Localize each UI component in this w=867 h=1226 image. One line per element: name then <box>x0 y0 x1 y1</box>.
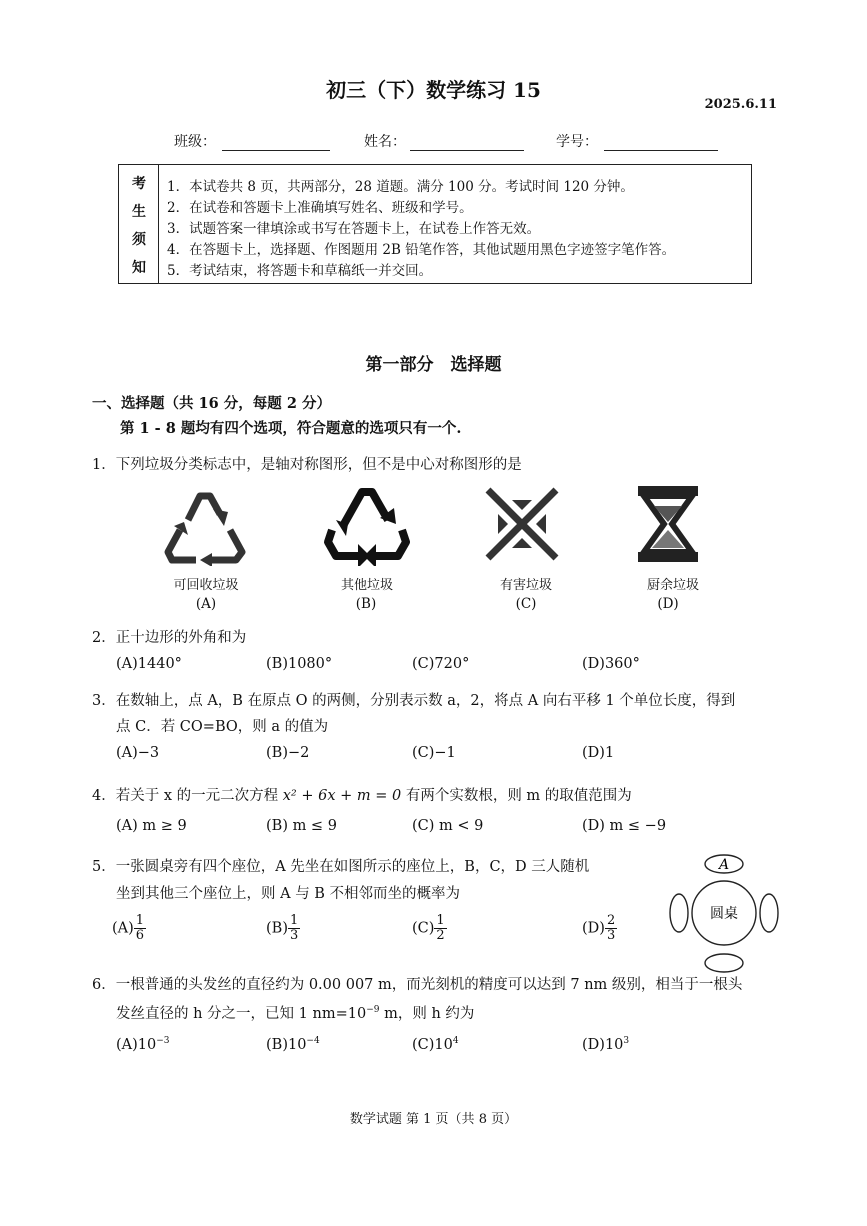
fraction <box>605 914 617 943</box>
q6-stem-line1: 6．一根普通的头发丝的直径约为 0.00 007 m，而光刻机的精度可以达到 7 nm 级别，相当于一根头 <box>92 977 743 993</box>
q1-caption: 厨余垃圾 <box>646 578 699 593</box>
q3-option-a[interactable]: (A)−3 <box>116 745 160 761</box>
q1-stem: 1．下列垃圾分类标志中，是轴对称图形，但不是中心对称图形的是 <box>92 457 522 473</box>
q6-stem-text: m，则 h 约为 <box>379 1006 475 1022</box>
fraction-numerator: 1 <box>289 913 299 928</box>
q6-option-d[interactable] <box>582 1036 629 1053</box>
q4-stem <box>92 784 632 805</box>
recyclable-icon <box>160 482 252 566</box>
fraction-numerator: 1 <box>436 913 445 928</box>
option-base: (D)10 <box>582 1036 624 1053</box>
q1-caption: 可回收垃圾 <box>173 578 239 593</box>
q2-option-d[interactable]: (D)360° <box>582 656 640 672</box>
table-label: 圆桌 <box>710 906 738 922</box>
q5-option-label: (B) <box>266 920 288 937</box>
student-id-label: 学号： <box>556 134 598 150</box>
q5-option-label: (C) <box>412 920 435 937</box>
notice-heading-char: 考 <box>132 176 146 192</box>
option-exponent: −3 <box>156 1036 170 1046</box>
other-waste-icon <box>322 480 412 566</box>
seat-right <box>760 894 778 932</box>
q2-stem: 2．正十边形的外角和为 <box>92 630 247 646</box>
fraction-denominator: 2 <box>436 928 445 943</box>
q2-option-a[interactable]: (A)1440° <box>116 656 182 672</box>
fraction-denominator: 3 <box>289 928 299 943</box>
q4-stem-post: 有两个实数根，则 m 的取值范围为 <box>401 788 632 804</box>
notice-item: 4．在答题卡上，选择题、作图题用 2B 铅笔作答，其他试题用黑色字迹签字笔作答。 <box>167 242 676 258</box>
part-title: 第一部分 选择题 <box>365 355 502 375</box>
fraction-denominator: 3 <box>606 928 616 943</box>
fraction <box>434 914 446 943</box>
seat-a-label: A <box>718 857 730 873</box>
q5-option-c[interactable] <box>412 914 447 943</box>
name-label: 姓名： <box>364 134 406 150</box>
q3-option-d[interactable]: (D)1 <box>582 745 615 761</box>
q6-option-b[interactable] <box>266 1036 320 1053</box>
q1-caption: 其他垃圾 <box>340 578 393 593</box>
q5-option-label: (A) <box>112 920 134 937</box>
q5-option-d[interactable] <box>582 914 617 943</box>
option-base: (B)10 <box>266 1036 307 1053</box>
q1-option-label[interactable]: (A) <box>195 596 217 612</box>
q5-option-a[interactable] <box>112 914 146 943</box>
q4-stem-pre: 4．若关于 x 的一元二次方程 <box>92 788 283 804</box>
q2-option-b[interactable]: (B)1080° <box>266 656 333 672</box>
round-table-figure <box>668 852 780 974</box>
fraction-denominator: 6 <box>135 928 145 943</box>
option-base: (A)10 <box>116 1036 157 1053</box>
q4-equation: x² + 6x + m = 0 <box>282 788 402 804</box>
section-note: 第 1 - 8 题均有四个选项，符合题意的选项只有一个. <box>120 420 462 437</box>
notice-item: 5．考试结束，将答题卡和草稿纸一并交回。 <box>167 263 433 279</box>
q5-stem-line2: 坐到其他三个座位上，则 A 与 B 不相邻而坐的概率为 <box>116 886 461 902</box>
q6-stem-exponent: −9 <box>366 1005 380 1016</box>
option-exponent: 3 <box>623 1036 630 1046</box>
fraction-numerator: 1 <box>135 913 145 928</box>
seat-left <box>670 894 688 932</box>
q1-caption: 有害垃圾 <box>499 578 552 593</box>
fraction <box>288 914 300 943</box>
q6-stem-text: 发丝直径的 h 分之一，已知 1 nm=10 <box>116 1006 367 1022</box>
q3-option-c[interactable]: (C)−1 <box>412 745 456 761</box>
page-footer: 数学试题 第 1 页（共 8 页） <box>349 1112 518 1127</box>
q1-option-label[interactable]: (C) <box>515 596 537 612</box>
notice-heading-char: 生 <box>132 204 146 220</box>
q3-stem-line1: 3．在数轴上，点 A，B 在原点 O 的两侧，分别表示数 a，2，将点 A 向右平移 1 个单位长度，得到 <box>92 693 736 709</box>
fraction <box>134 914 146 943</box>
q6-stem-line2 <box>116 1002 474 1023</box>
name-field[interactable] <box>410 150 524 151</box>
seat-bottom <box>705 954 743 972</box>
kitchen-waste-icon <box>636 484 700 564</box>
q6-option-c[interactable] <box>412 1036 459 1053</box>
q6-option-a[interactable] <box>116 1036 170 1053</box>
notice-item: 2．在试卷和答题卡上准确填写姓名、班级和学号。 <box>167 200 473 216</box>
page-title: 初三（下）数学练习 15 <box>326 78 541 102</box>
fraction-numerator: 2 <box>606 913 616 928</box>
option-base: (C)10 <box>412 1036 453 1053</box>
section-title: 一、选择题（共 16 分，每题 2 分） <box>92 395 331 412</box>
exam-notice-box <box>118 164 752 284</box>
student-id-field[interactable] <box>604 150 718 151</box>
option-exponent: −4 <box>306 1036 320 1046</box>
q3-stem-line2: 点 C．若 CO=BO，则 a 的值为 <box>116 719 329 735</box>
q2-option-c[interactable]: (C)720° <box>412 656 470 672</box>
q4-option-d[interactable]: (D) m ≤ −9 <box>582 818 667 834</box>
q4-option-b[interactable]: (B) m ≤ 9 <box>266 818 337 834</box>
class-label: 班级： <box>174 134 216 150</box>
notice-item: 3．试题答案一律填涂或书写在答题卡上，在试卷上作答无效。 <box>167 221 541 237</box>
class-field[interactable] <box>222 150 330 151</box>
q5-option-b[interactable] <box>266 914 300 943</box>
q1-option-label[interactable]: (B) <box>355 596 377 612</box>
notice-heading-char: 知 <box>132 260 146 276</box>
option-exponent: 4 <box>452 1036 459 1046</box>
q4-option-c[interactable]: (C) m < 9 <box>412 818 484 834</box>
q5-stem-line1: 5．一张圆桌旁有四个座位，A 先坐在如图所示的座位上，B，C，D 三人随机 <box>92 859 590 875</box>
hazardous-waste-icon <box>482 484 562 564</box>
q3-option-b[interactable]: (B)−2 <box>266 745 310 761</box>
q4-option-a[interactable]: (A) m ≥ 9 <box>116 818 187 834</box>
q1-option-label[interactable]: (D) <box>657 596 679 612</box>
q5-option-label: (D) <box>582 920 605 937</box>
notice-heading-char: 须 <box>132 232 146 248</box>
notice-heading <box>119 165 159 283</box>
notice-item: 1．本试卷共 8 页，共两部分，28 道题。满分 100 分。考试时间 120 分钟。 <box>167 179 634 195</box>
exam-date: 2025.6.11 <box>704 97 777 112</box>
